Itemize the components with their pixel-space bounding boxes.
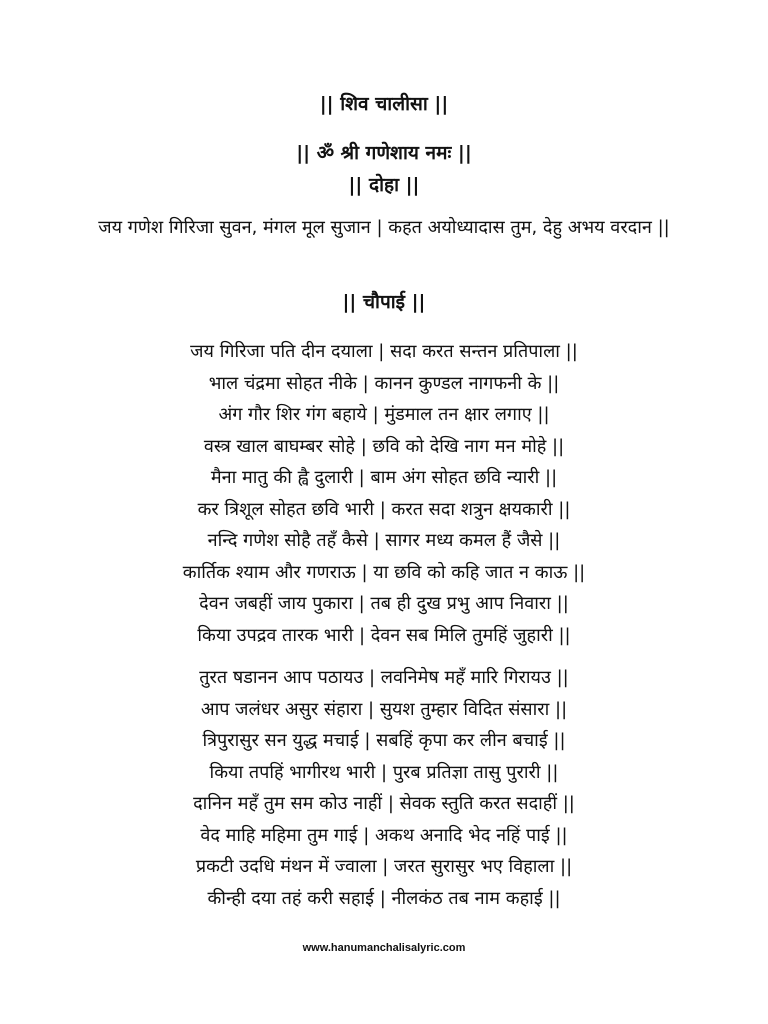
verse-line: आप जलंधर असुर संहारा | सुयश तुम्हार विदित संसारा || (200, 698, 568, 720)
verse-line: भाल चंद्रमा सोहत नीके | कानन कुण्डल नागफनी के || (208, 372, 560, 394)
verse-line: मैना मातु की ह्वै दुलारी | बाम अंग सोहत छवि न्यारी || (210, 467, 558, 488)
verse-line: त्रिपुरासुर सन युद्ध मचाई | सबहिं कृपा कर लीन बचाई || (202, 730, 566, 751)
doha-heading: || दोहा || (348, 174, 420, 196)
chaupai-stanza-2 (0, 662, 768, 914)
doha-text: जय गणेश गिरिजा सुवन, मंगल मूल सुजान | कहत अयोध्यादास तुम, देहु अभय वरदान || (98, 217, 670, 238)
verse-line: वस्त्र खाल बाघम्बर सोहे | छवि को देखि नाग मन मोहे || (203, 435, 565, 457)
verse-line: कर त्रिशूल सोहत छवि भारी | करत सदा शत्रुन क्षयकारी || (197, 498, 571, 520)
verse-line: तुरत षडानन आप पठायउ | लवनिमेष महँ मारि गिरायउ || (199, 667, 569, 688)
verse-line: किया तपहिं भागीरथ भारी | पुरब प्रतिज्ञा तासु पुरारी || (209, 761, 559, 783)
verse-line: नन्दि गणेश सोहै तहँ कैसे | सागर मध्य कमल हैं जैसे || (207, 530, 561, 551)
verse-line: देवन जबहीं जाय पुकारा | तब ही दुख प्रभु आप निवारा || (199, 593, 569, 614)
invocation-line: || ॐ श्री गणेशाय नमः || (296, 142, 472, 164)
verse-line: किया उपद्रव तारक भारी | देवन सब मिलि तुमहिं जुहारी || (197, 624, 571, 646)
verse-line: जय गिरिजा पति दीन दयाला | सदा करत सन्तन प्रतिपाला || (190, 341, 578, 362)
footer-website-url: www.hanumanchalisalyric.com (302, 942, 466, 954)
verse-line: वेद माहि महिमा तुम गाई | अकथ अनादि भेद नहिं पाई || (200, 824, 568, 846)
chaupai-heading: || चौपाई || (342, 291, 426, 313)
verse-line: कार्तिक श्याम और गणराऊ | या छवि को कहि जात न काऊ || (182, 561, 586, 583)
chaupai-stanza-1 (0, 336, 768, 651)
verse-line: कीन्ही दया तहं करी सहाई | नीलकंठ तब नाम कहाई || (207, 887, 561, 909)
verse-line: अंग गौर शिर गंग बहाये | मुंडमाल तन क्षार लगाए || (218, 404, 550, 425)
document-title: || शिव चालीसा || (319, 93, 449, 115)
verse-line: प्रकटी उदधि मंथन में ज्वाला | जरत सुरासुर भए विहाला || (195, 856, 573, 877)
verse-line: दानिन महँ तुम सम कोउ नाहीं | सेवक स्तुति करत सदाहीं || (193, 793, 575, 814)
